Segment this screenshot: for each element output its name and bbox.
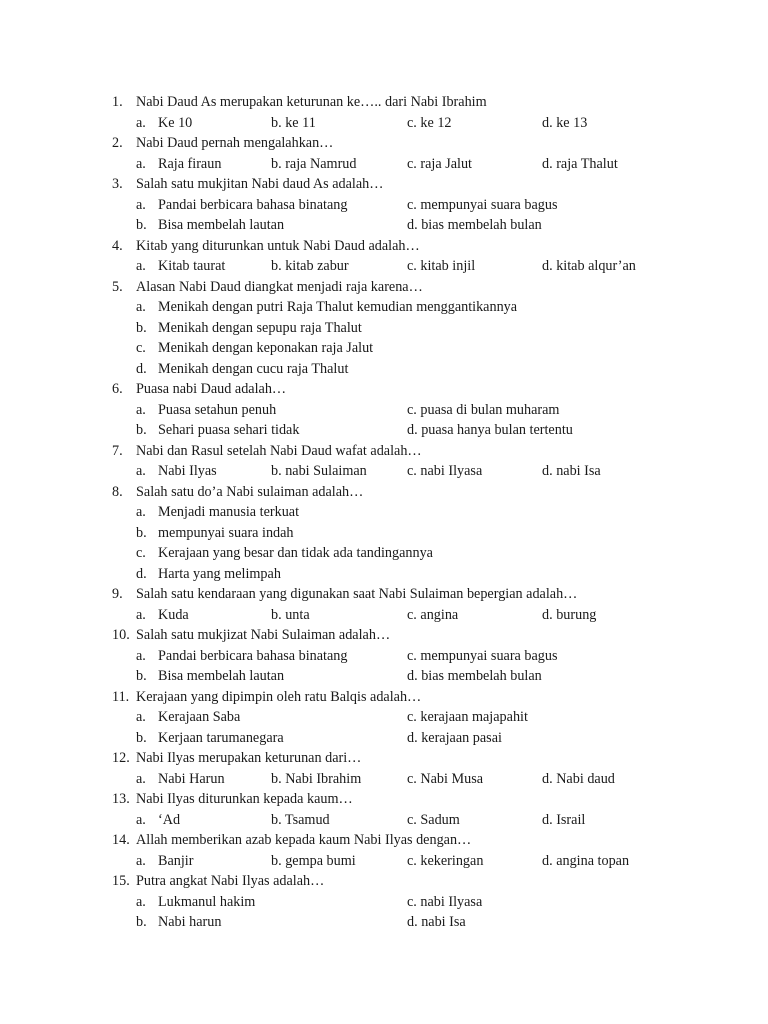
question-line: [0, 277, 768, 298]
question-line: [0, 174, 768, 195]
option-marker: a.: [136, 155, 146, 172]
option-marker: a.: [136, 852, 146, 869]
question-text: Nabi Ilyas merupakan keturunan dari…: [136, 750, 362, 766]
question-line: [0, 379, 768, 400]
option-text: d. nabi Isa: [407, 914, 466, 930]
option-row: [0, 605, 768, 626]
option-text: Kerajaan yang besar dan tidak ada tandingannya: [158, 545, 433, 561]
option-marker: b.: [136, 217, 147, 233]
option-row: [0, 728, 768, 749]
option-text: c. kerajaan majapahit: [407, 709, 528, 725]
question-number: 14.: [112, 832, 130, 848]
question-line: [0, 92, 768, 113]
option-row: [0, 195, 768, 216]
option-row: [0, 543, 768, 564]
question-text: Salah satu kendaraan yang digunakan saat Nabi Sulaiman bepergian adalah…: [136, 586, 578, 602]
question-line: [0, 441, 768, 462]
option-text: Nabi Ilyas: [158, 463, 217, 479]
option-marker: a.: [136, 770, 146, 787]
option-text: b. ke 11: [271, 114, 316, 131]
option-marker: b.: [136, 729, 147, 746]
option-row: [0, 769, 768, 790]
question-number: 2.: [112, 135, 123, 151]
question-number: 6.: [112, 381, 123, 397]
question-line: [0, 871, 768, 892]
option-marker: a.: [136, 463, 146, 479]
option-text: Puasa setahun penuh: [158, 401, 277, 418]
option-text: Bisa membelah lautan: [158, 217, 285, 233]
question-number: 15.: [112, 873, 130, 889]
option-text: d. raja Thalut: [542, 155, 618, 172]
question-sheet: [0, 92, 768, 933]
option-text: d. bias membelah bulan: [407, 217, 542, 233]
option-text: Menikah dengan cucu raja Thalut: [158, 360, 349, 377]
option-text: Sehari puasa sehari tidak: [158, 422, 300, 438]
option-marker: b.: [136, 524, 147, 541]
option-text: Kitab taurat: [158, 258, 226, 274]
option-text: c. puasa di bulan muharam: [407, 401, 560, 418]
option-row: [0, 154, 768, 175]
option-text: c. Sadum: [407, 811, 460, 828]
option-text: Bisa membelah lautan: [158, 668, 285, 684]
question-line: [0, 789, 768, 810]
option-text: d. kitab alqur’an: [542, 258, 636, 274]
option-row: [0, 666, 768, 687]
option-row: [0, 851, 768, 872]
option-row: [0, 810, 768, 831]
question-number: 5.: [112, 278, 123, 295]
option-text: b. gempa bumi: [271, 852, 356, 869]
option-text: c. nabi Ilyasa: [407, 463, 483, 479]
question-number: 7.: [112, 442, 123, 459]
option-marker: d.: [136, 360, 147, 377]
option-row: [0, 523, 768, 544]
question-line: [0, 133, 768, 154]
option-text: d. Nabi daud: [542, 770, 615, 787]
option-marker: a.: [136, 647, 146, 664]
question-text: Nabi Daud pernah mengalahkan…: [136, 135, 334, 151]
option-text: mempunyai suara indah: [158, 524, 294, 541]
option-row: [0, 564, 768, 585]
option-row: [0, 420, 768, 441]
question-text: Salah satu mukjitan Nabi daud As adalah…: [136, 176, 384, 192]
question-line: [0, 830, 768, 851]
option-text: b. kitab zabur: [271, 258, 349, 274]
option-marker: a.: [136, 258, 146, 274]
option-text: c. raja Jalut: [407, 155, 472, 172]
question-line: [0, 748, 768, 769]
option-row: [0, 707, 768, 728]
option-row: [0, 215, 768, 236]
question-line: [0, 625, 768, 646]
option-text: c. mempunyai suara bagus: [407, 647, 558, 664]
option-text: c. ke 12: [407, 114, 452, 131]
question-number: 13.: [112, 791, 130, 807]
option-row: [0, 338, 768, 359]
option-text: Menikah dengan keponakan raja Jalut: [158, 340, 374, 356]
option-text: Kuda: [158, 606, 189, 623]
question-number: 10.: [112, 627, 130, 643]
option-row: [0, 912, 768, 933]
option-text: Pandai berbicara bahasa binatang: [158, 647, 348, 664]
question-number: 3.: [112, 176, 123, 192]
question-text: Kitab yang diturunkan untuk Nabi Daud adalah…: [136, 237, 420, 254]
option-text: d. angina topan: [542, 852, 630, 869]
option-text: c. Nabi Musa: [407, 770, 484, 787]
option-marker: b.: [136, 914, 147, 930]
question-text: Kerajaan yang dipimpin oleh ratu Balqis adalah…: [136, 688, 422, 705]
option-text: Menjadi manusia terkuat: [158, 504, 300, 520]
option-text: b. raja Namrud: [271, 155, 357, 172]
option-text: Raja firaun: [158, 155, 222, 172]
option-text: d. puasa hanya bulan tertentu: [407, 422, 573, 438]
option-row: [0, 318, 768, 339]
option-row: [0, 461, 768, 482]
option-text: ‘Ad: [158, 811, 181, 828]
option-text: d. nabi Isa: [542, 463, 601, 479]
option-text: Pandai berbicara bahasa binatang: [158, 196, 348, 213]
question-text: Nabi Daud As merupakan keturunan ke….. dari Nabi Ibrahim: [136, 94, 487, 110]
option-text: b. Nabi Ibrahim: [271, 770, 362, 787]
question-number: 1.: [112, 94, 123, 110]
option-text: c. mempunyai suara bagus: [407, 196, 558, 213]
option-row: [0, 502, 768, 523]
option-text: Nabi harun: [158, 914, 222, 930]
question-text: Salah satu do’a Nabi sulaiman adalah…: [136, 483, 364, 500]
question-text: Putra angkat Nabi Ilyas adalah…: [136, 873, 325, 889]
question-text: Salah satu mukjizat Nabi Sulaiman adalah…: [136, 627, 391, 643]
option-marker: a.: [136, 114, 146, 131]
option-row: [0, 359, 768, 380]
option-marker: c.: [136, 545, 146, 561]
option-text: Banjir: [158, 852, 194, 869]
option-marker: a.: [136, 196, 146, 213]
option-text: b. unta: [271, 606, 310, 623]
option-text: Kerajaan Saba: [158, 709, 241, 725]
option-row: [0, 400, 768, 421]
question-number: 12.: [112, 750, 130, 766]
question-text: Nabi Ilyas diturunkan kepada kaum…: [136, 791, 353, 807]
question-line: [0, 482, 768, 503]
option-text: c. nabi Ilyasa: [407, 893, 483, 910]
option-text: Menikah dengan sepupu raja Thalut: [158, 319, 362, 336]
option-text: b. nabi Sulaiman: [271, 463, 367, 479]
question-text: Nabi dan Rasul setelah Nabi Daud wafat adalah…: [136, 442, 422, 459]
question-line: [0, 687, 768, 708]
option-marker: a.: [136, 606, 146, 623]
option-row: [0, 297, 768, 318]
option-marker: a.: [136, 299, 146, 315]
option-text: c. kitab injil: [407, 258, 476, 274]
option-text: Harta yang melimpah: [158, 565, 281, 582]
option-text: c. angina: [407, 606, 459, 623]
option-marker: c.: [136, 340, 146, 356]
option-text: d. Israil: [542, 811, 586, 828]
option-marker: a.: [136, 504, 146, 520]
option-marker: a.: [136, 709, 146, 725]
option-text: b. Tsamud: [271, 811, 330, 828]
question-number: 9.: [112, 586, 123, 602]
question-text: Puasa nabi Daud adalah…: [136, 381, 287, 397]
option-marker: d.: [136, 565, 147, 582]
option-row: [0, 646, 768, 667]
option-row: [0, 256, 768, 277]
option-marker: a.: [136, 811, 146, 828]
option-text: Ke 10: [158, 114, 193, 131]
option-marker: b.: [136, 422, 147, 438]
option-text: d. kerajaan pasai: [407, 729, 502, 746]
option-text: Nabi Harun: [158, 770, 225, 787]
option-row: [0, 892, 768, 913]
option-text: Kerjaan tarumanegara: [158, 729, 284, 746]
question-text: Allah memberikan azab kepada kaum Nabi Ilyas dengan…: [136, 832, 472, 848]
question-text: Alasan Nabi Daud diangkat menjadi raja karena…: [136, 278, 423, 295]
option-text: d. burung: [542, 606, 597, 623]
option-text: d. bias membelah bulan: [407, 668, 542, 684]
option-row: [0, 113, 768, 134]
option-text: Menikah dengan putri Raja Thalut kemudian menggantikannya: [158, 299, 518, 315]
option-marker: b.: [136, 319, 147, 336]
option-text: c. kekeringan: [407, 852, 484, 869]
option-marker: a.: [136, 401, 146, 418]
option-marker: a.: [136, 893, 146, 910]
question-line: [0, 236, 768, 257]
question-line: [0, 584, 768, 605]
question-number: 8.: [112, 483, 123, 500]
question-number: 11.: [112, 688, 130, 705]
option-text: Lukmanul hakim: [158, 893, 256, 910]
option-marker: b.: [136, 668, 147, 684]
question-number: 4.: [112, 237, 123, 254]
option-text: d. ke 13: [542, 114, 588, 131]
